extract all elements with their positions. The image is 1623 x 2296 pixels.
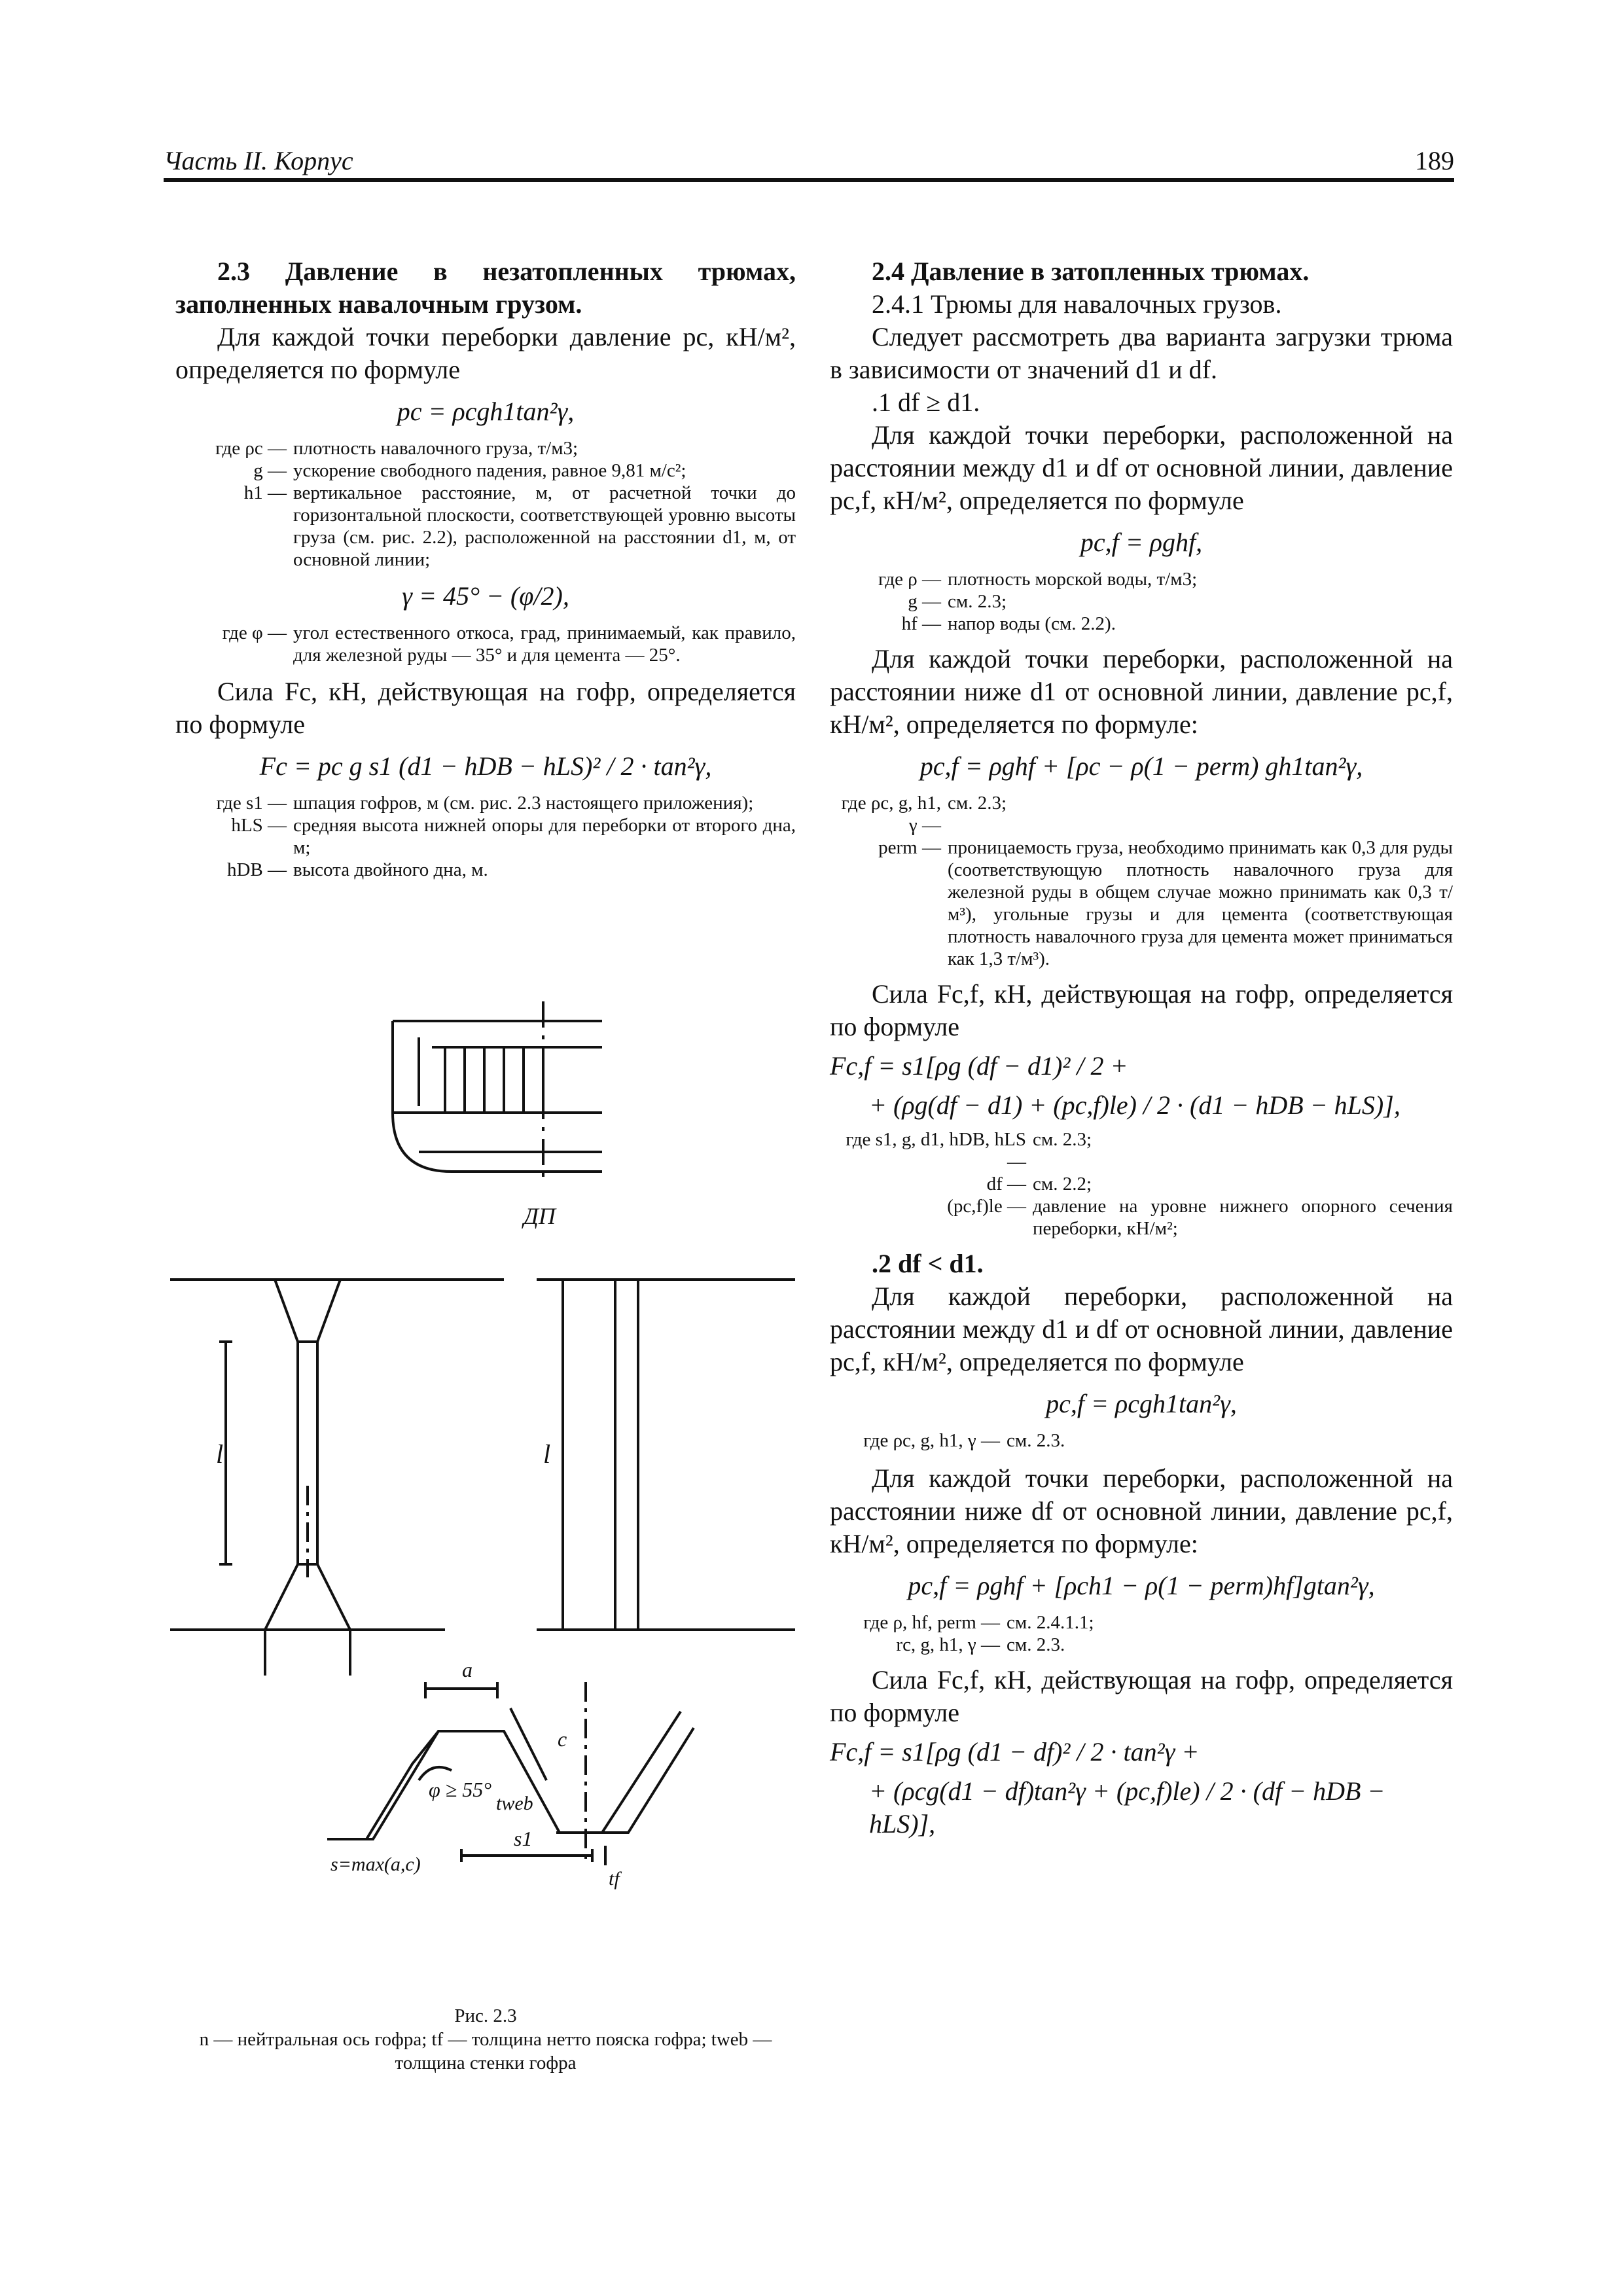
- stool-detail: [393, 1001, 602, 1178]
- formula: pc,f = ρghf,: [1080, 528, 1203, 557]
- formula-line: Fc,f = s1[ρg (d1 − df)² / 2 · tan²γ +: [830, 1737, 1200, 1767]
- formula-line: + (ρg(df − d1) + (pc,f)le) / 2 · (d1 − hDB − hLS)],: [869, 1090, 1400, 1120]
- legend-row: где ρc, g, h1, γ — см. 2.3.: [863, 1430, 1065, 1451]
- paragraph: Сила Fc, кН, действующая на гофр, определяется по формуле: [175, 677, 796, 739]
- dp-label: ДП: [524, 1203, 556, 1229]
- phi-label: φ ≥ 55°: [429, 1778, 492, 1801]
- caption-text: n — нейтральная ось гофра; tf — толщина нетто пояска гофра; tweb — толщина стенки гофра: [199, 2029, 772, 2073]
- legend-row: hLS — средняя высота нижней опоры для переборки от второго дна, м;: [231, 815, 796, 858]
- tweb-label: tweb: [496, 1793, 533, 1814]
- formula: pc = ρcgh1tan²γ,: [397, 397, 575, 426]
- legend-row: где φ — угол естественного откоса, град, принимаемый, как правило, для железной руды — 35° и для цемента — 25°.: [222, 622, 796, 666]
- case-2: .2 df < d1.: [872, 1249, 984, 1278]
- legend: [830, 1429, 1453, 1452]
- paragraph: Для каждой точки переборки давление pc, кН/м², определяется по формуле: [175, 322, 796, 384]
- paragraph: Для каждой переборки, расположенной на расстоянии между d1 и df от основной линии, давление pc,f, кН/м², определяется по формуле: [830, 1282, 1453, 1376]
- paragraph: Сила Fc,f, кН, действующая на гофр, определяется по формуле: [830, 1665, 1453, 1727]
- legend-row: где ρ, hf, perm — см. 2.4.1.1;: [863, 1612, 1094, 1633]
- formula: Fc = pc g s1 (d1 − hDB − hLS)² / 2 · tan²γ,: [259, 751, 712, 781]
- case-1: .1 df ≥ d1.: [872, 387, 980, 417]
- a-label: a: [462, 1658, 473, 1681]
- legend-row: hDB — высота двойного дна, м.: [226, 859, 488, 880]
- corrugation-side-view: [537, 1280, 795, 1630]
- formula: pc,f = ρcgh1tan²γ,: [1046, 1389, 1237, 1418]
- running-title: Часть II. Корпус: [164, 146, 353, 175]
- legend-row: g — ускорение свободного падения, равное 9,81 м/с²;: [253, 460, 687, 481]
- subsection-2-4-1: 2.4.1 Трюмы для навалочных грузов.: [872, 289, 1282, 319]
- legend-row: где s1, g, d1, hDB, hLS — см. 2.3;: [846, 1129, 1092, 1172]
- corrugation-elevation: [170, 1280, 504, 1676]
- paragraph: Для каждой точки переборки, расположенной на расстоянии ниже d1 от основной линии, давление pc,f, кН/м², определяется по формуле:: [830, 644, 1453, 739]
- c-label: c: [558, 1727, 567, 1751]
- section-2-4-title: 2.4 Давление в затопленных трюмах.: [872, 257, 1310, 286]
- formula: pc,f = ρghf + [ρch1 − ρ(1 − perm)hf]gtan²γ,: [908, 1571, 1375, 1600]
- paragraph: Сила Fc,f, кН, действующая на гофр, определяется по формуле: [830, 979, 1453, 1041]
- section-2-3-title: 2.3 Давление в незатопленных трюмах, заполненных навалочным грузом.: [175, 257, 796, 319]
- formula: pc,f = ρghf + [ρc − ρ(1 − perm) gh1tan²γ,: [919, 751, 1363, 781]
- formula: γ = 45° − (φ/2),: [402, 581, 569, 611]
- legend-row: perm — проницаемость груза, необходимо принимать как 0,3 для руды (соответствующую плотность навалочного груза для железной руды в общем случае можно принимать как 0,3 т/м³), угольные грузы и для цемента (соответствующая плотность навалочного груза для цемента может приниматься как 1,3 т/м³).: [878, 837, 1453, 969]
- paragraph: Для каждой точки переборки, расположенной на расстоянии ниже df от основной линии, давление pc,f, кН/м², определяется по формуле:: [830, 1463, 1453, 1558]
- formula-line: + (ρcg(d1 − df)tan²γ + (pc,f)le) / 2 · (df − hDB − hLS)],: [869, 1776, 1385, 1839]
- legend-row: hf — напор воды (см. 2.2).: [901, 613, 1116, 634]
- l-label-left: l: [216, 1439, 224, 1469]
- s-label: s=max(a,c): [330, 1854, 421, 1875]
- legend: [830, 568, 1453, 635]
- s1-label: s1: [514, 1827, 533, 1850]
- legend: [830, 1128, 1453, 1240]
- corrugation-section: [327, 1682, 694, 1865]
- paragraph: Для каждой точки переборки, расположенной на расстоянии между d1 и df от основной линии, давление pc,f, кН/м², определяется по формуле: [830, 420, 1453, 515]
- caption-title: Рис. 2.3: [454, 2005, 517, 2026]
- right-column: [830, 255, 1453, 1847]
- legend: [830, 792, 1453, 970]
- tf-label: tf: [609, 1868, 620, 1890]
- legend-row: h1 — вертикальное расстояние, м, от расчетной точки до горизонтальной плоскости, соответствующей уровню высоты груза (см. рис. 2.2), расположенной на расстоянии d1, м, от основной линии;: [243, 482, 796, 570]
- legend-row: где s1 — шпация гофров, м (см. рис. 2.3 настоящего приложения);: [216, 793, 754, 814]
- formula-line: Fc,f = s1[ρg (df − d1)² / 2 +: [830, 1051, 1128, 1081]
- legend-row: df — см. 2.2;: [986, 1174, 1092, 1194]
- paragraph: Следует рассмотреть два варианта загрузки трюма в зависимости от значений d1 и df.: [830, 322, 1453, 384]
- legend-row: rc, g, h1, γ — см. 2.3.: [896, 1634, 1065, 1655]
- legend-row: g — см. 2.3;: [908, 591, 1007, 612]
- legend-row: где ρc, g, h1, γ — см. 2.3;: [841, 793, 1007, 836]
- legend-row: где ρ — плотность морской воды, т/м3;: [878, 569, 1198, 590]
- l-label-right: l: [543, 1439, 551, 1469]
- legend-row: (pc,f)le — давление на уровне нижнего опорного сечения переборки, кН/м²;: [947, 1196, 1453, 1239]
- figure-caption: [175, 2004, 796, 2075]
- legend: [830, 1611, 1453, 1656]
- legend-row: где ρc — плотность навалочного груза, т/м3;: [215, 438, 579, 459]
- page-number: 189: [1415, 146, 1454, 175]
